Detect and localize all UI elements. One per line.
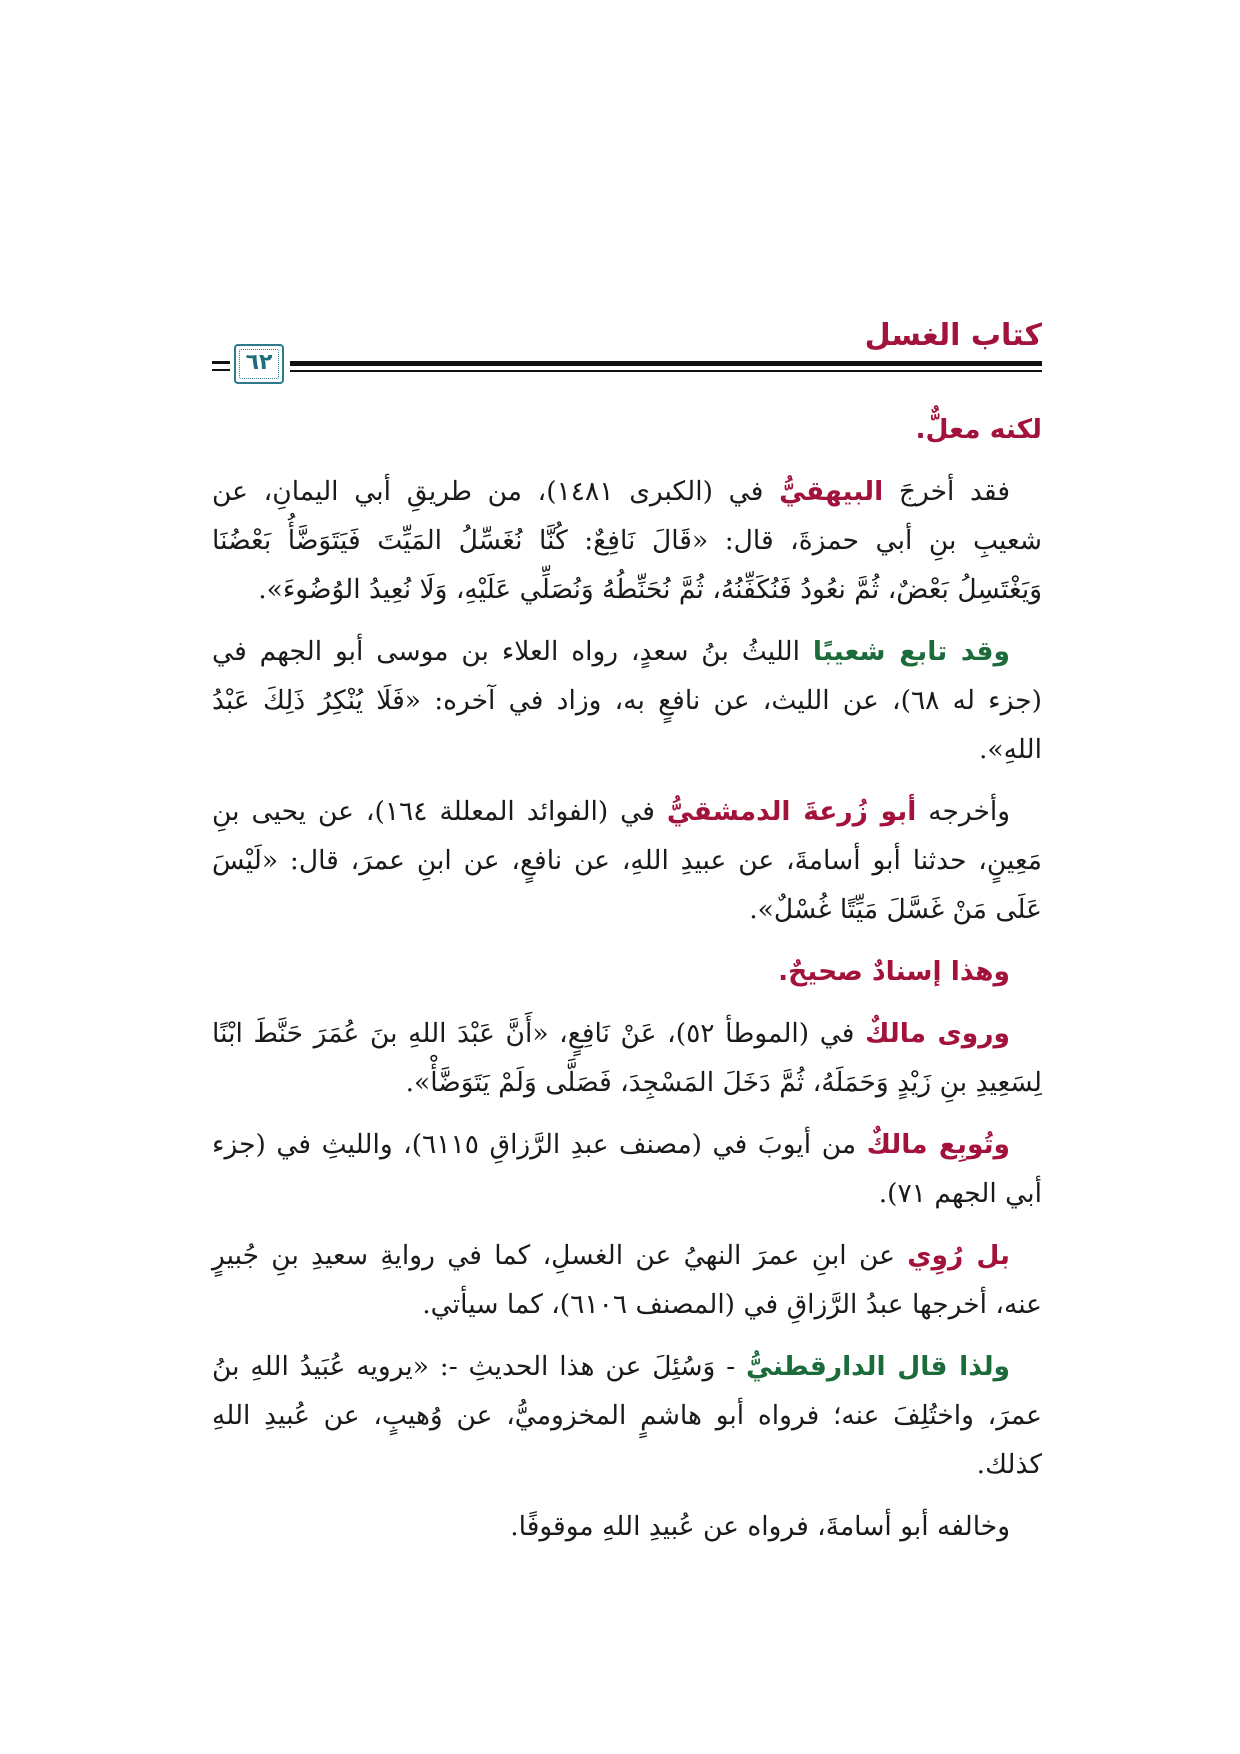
page-header: [212, 318, 1042, 388]
highlighted-text: ولذا قال الدارقطنيُّ: [746, 1351, 1010, 1382]
paragraph: [212, 405, 1042, 454]
paragraph-text: فقد أخرجَ: [883, 476, 1010, 507]
paragraph-text: - وَسُئِلَ عن هذا الحديثِ -: «يرويه عُبَيدُ اللهِ بنُ عمرَ، واختُلِفَ عنه؛ فرواه أبو هاشمٍ المخزوميُّ، عن وُهيبٍ، عن عُبيدِ اللهِ كذلك.: [212, 1351, 1042, 1480]
paragraph: [212, 467, 1042, 614]
paragraph: [212, 947, 1042, 996]
paragraph-text: الليثُ بنُ سعدٍ، رواه العلاء بن موسى أبو الجهم في (جزء له ٦٨)، عن الليث، عن نافعٍ به، وزاد في آخره: «فَلَا يُنْكِرُ ذَلِكَ عَبْدُ اللهِ».: [212, 636, 1042, 765]
paragraph-text: في (الكبرى ١٤٨١)، من طريقِ أبي اليمانِ، عن شعيبِ بنِ أبي حمزةَ، قال: «قَالَ نَافِعٌ: كُنَّا نُغَسِّلُ المَيِّتَ فَيَتَوَضَّأُ بَعْضُنَا وَيَغْتَسِلُ بَعْضٌ، ثُمَّ نعُودُ فَنُكَفِّنُهُ، ثُمَّ نُحَنِّطُهُ وَنُصَلِّي عَلَيْهِ، وَلَا نُعِيدُ الوُضُوءَ».: [212, 476, 1042, 605]
header-rule: [212, 369, 230, 371]
header-rule: [290, 361, 1042, 366]
paragraph-text: في (الموطأ ٥٢)، عَنْ نَافِعٍ، «أَنَّ عَبْدَ اللهِ بنَ عُمَرَ حَنَّطَ ابْنًا لِسَعِيدِ بنِ زَيْدٍ وَحَمَلَهُ، ثُمَّ دَخَلَ المَسْجِدَ، فَصَلَّى وَلَمْ يَتَوَضَّأْ».: [212, 1018, 1042, 1098]
highlighted-text: وتُوبِع مالكٌ: [866, 1129, 1010, 1160]
paragraph-text: عن ابنِ عمرَ النهيُ عن الغسلِ، كما في روايةِ سعيدِ بنِ جُبيرٍ عنه، أخرجها عبدُ الرَّزاقِ في (المصنف ٦١٠٦)، كما سيأتي.: [212, 1240, 1042, 1320]
highlighted-text: بل رُوِي: [907, 1240, 1010, 1271]
highlighted-text: وهذا إسنادٌ صحيحٌ.: [778, 956, 1010, 987]
paragraph: [212, 1231, 1042, 1329]
paragraph: [212, 1502, 1042, 1551]
page-number: ٦٢: [245, 350, 273, 375]
highlighted-text: لكنه معلٌّ.: [915, 414, 1042, 445]
paragraph-text: وأخرجه: [916, 796, 1010, 827]
highlighted-text: أبو زُرعةَ الدمشقيُّ: [666, 796, 917, 827]
highlighted-text: وقد تابع شعيبًا: [812, 636, 1010, 667]
body-text: [212, 405, 1042, 1564]
paragraph-text: في (الفوائد المعللة ١٦٤)، عن يحيى بنِ مَعِينٍ، حدثنا أبو أسامةَ، عن عبيدِ اللهِ، عن نافعٍ، عن ابنِ عمرَ، قال: «لَيْسَ عَلَى مَنْ غَسَّلَ مَيِّتًا غُسْلٌ».: [212, 796, 1042, 925]
page-number-frame: [234, 344, 284, 384]
paragraph-text: وخالفه أبو أسامةَ، فرواه عن عُبيدِ اللهِ موقوفًا.: [510, 1511, 1010, 1542]
paragraph: [212, 1009, 1042, 1107]
highlighted-text: البيهقيُّ: [779, 476, 884, 507]
header-rule: [290, 370, 1042, 372]
header-rule: [212, 361, 230, 364]
paragraph: [212, 1120, 1042, 1218]
paragraph-text: من أيوبَ في (مصنف عبدِ الرَّزاقِ ٦١١٥)، والليثِ في (جزء أبي الجهم ٧١).: [212, 1129, 1042, 1209]
paragraph: [212, 1342, 1042, 1489]
paragraph: [212, 787, 1042, 934]
running-title: كتاب الغسل: [864, 318, 1042, 353]
paragraph: [212, 627, 1042, 774]
highlighted-text: وروى مالكٌ: [865, 1018, 1011, 1049]
